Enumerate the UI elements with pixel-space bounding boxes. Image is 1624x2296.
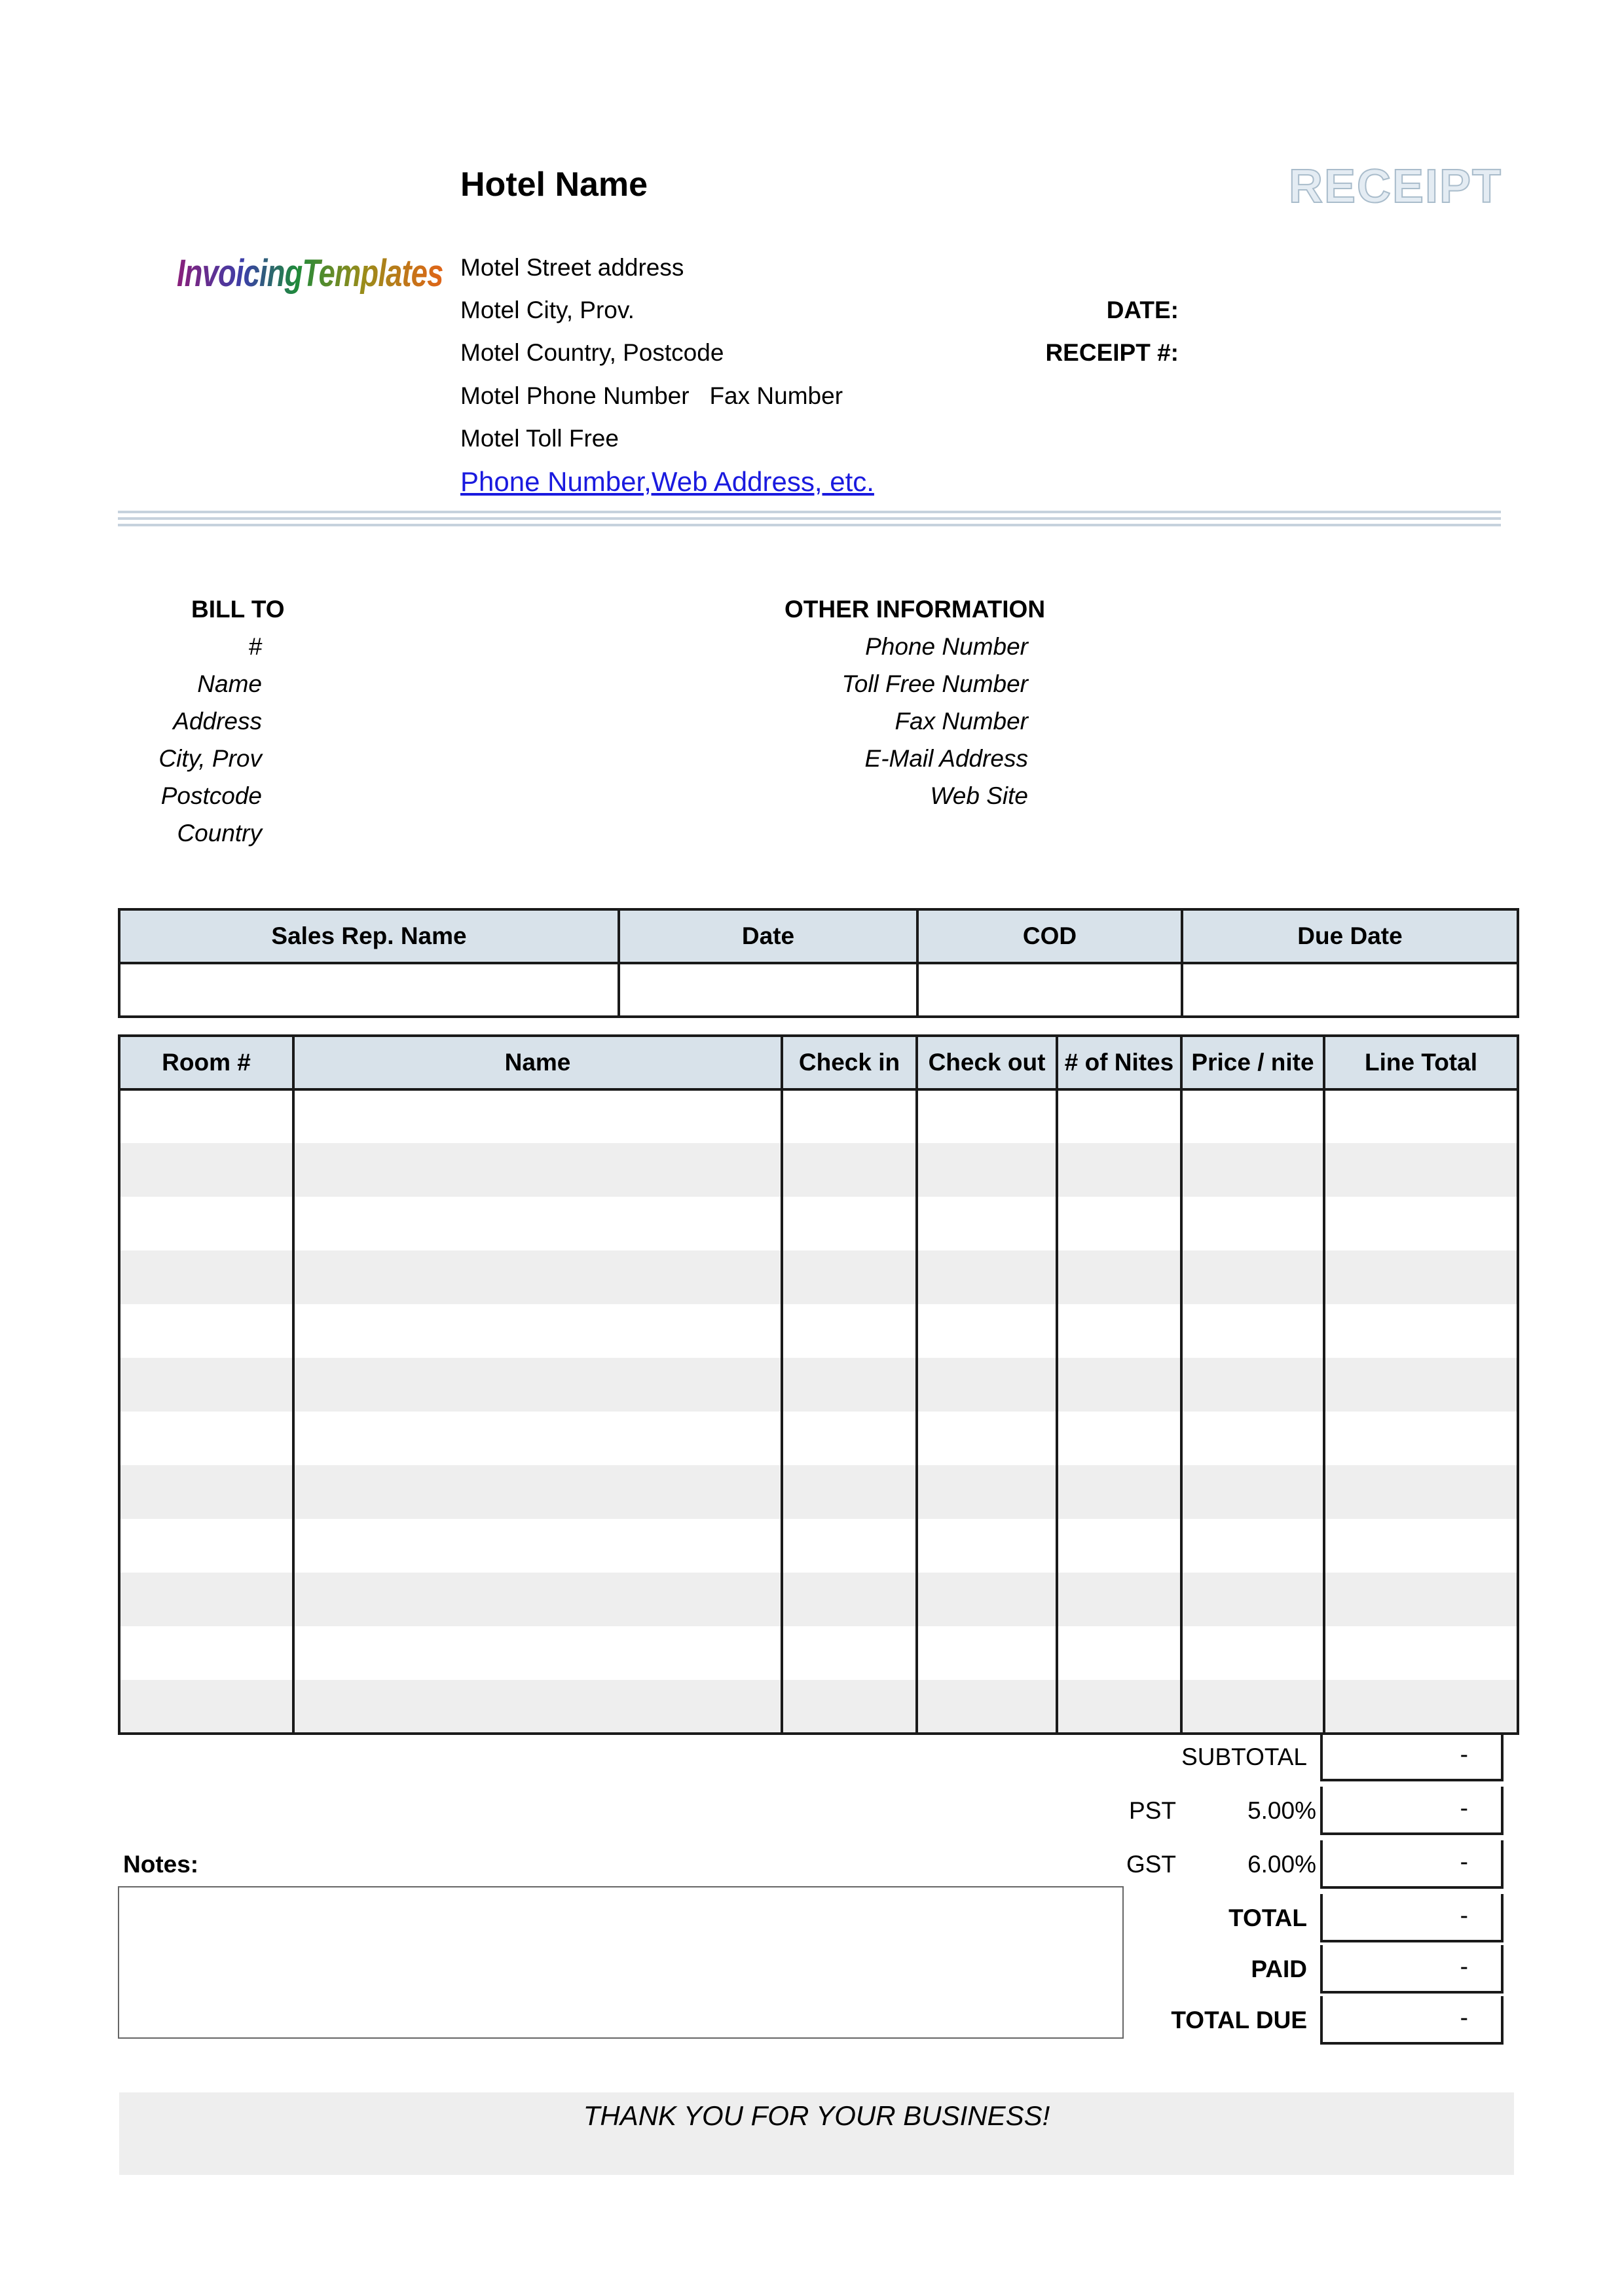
nites-cell[interactable] [1057,1573,1181,1626]
check-out-header: Check out [917,1036,1057,1089]
nites-cell[interactable] [1057,1465,1181,1519]
check-out-cell[interactable] [917,1626,1057,1680]
table-row [119,1143,1518,1197]
paid-label: PAID [1251,1956,1307,1982]
name-cell[interactable] [293,1143,782,1197]
room-cell[interactable] [119,1519,293,1573]
line-total-cell[interactable] [1324,1358,1518,1412]
room-cell[interactable] [119,1465,293,1519]
room-cell[interactable] [119,1680,293,1734]
line-total-header: Line Total [1324,1036,1518,1089]
room-cell[interactable] [119,1626,293,1680]
sales-rep-header: Sales Rep. Name [119,909,619,963]
logo-text: InvoicingTemplates [177,252,443,295]
name-cell[interactable] [293,1197,782,1250]
line-total-cell[interactable] [1324,1412,1518,1465]
check-in-cell[interactable] [782,1465,917,1519]
price-cell[interactable] [1181,1304,1324,1358]
line-total-cell[interactable] [1324,1573,1518,1626]
notes-label: Notes: [123,1851,199,1878]
nites-cell[interactable] [1057,1412,1181,1465]
other-info-tollfree-label: Toll Free Number [841,670,1028,697]
receipt-title: RECEIPT [1288,160,1502,213]
due-date-header: Due Date [1182,909,1518,963]
check-in-cell[interactable] [782,1680,917,1734]
name-cell[interactable] [293,1519,782,1573]
line-total-cell[interactable] [1324,1626,1518,1680]
table-row [119,1412,1518,1465]
other-info-heading: OTHER INFORMATION [784,596,1046,623]
line-total-cell[interactable] [1324,1680,1518,1734]
pst-rate: 5.00% [1247,1797,1316,1824]
price-cell[interactable] [1181,1089,1324,1143]
receipt-number-label: RECEIPT #: [1045,339,1179,366]
check-in-cell[interactable] [782,1304,917,1358]
room-cell[interactable] [119,1250,293,1304]
table-row [119,1250,1518,1304]
bill-to-postcode-label: Postcode [160,782,262,809]
table-row [119,1197,1518,1250]
total-due-label: TOTAL DUE [1171,2007,1307,2033]
thank-you-banner: THANK YOU FOR YOUR BUSINESS! [119,2092,1514,2175]
name-cell[interactable] [293,1250,782,1304]
other-info-website-label: Web Site [930,782,1028,809]
check-out-cell[interactable] [917,1573,1057,1626]
address-line-phone: Motel Phone Number Fax Number [460,382,843,409]
check-in-cell[interactable] [782,1358,917,1412]
check-out-cell[interactable] [917,1089,1057,1143]
address-line-country: Motel Country, Postcode [460,339,724,366]
check-out-cell[interactable] [917,1412,1057,1465]
address-line-tollfree: Motel Toll Free [460,425,619,452]
price-cell[interactable] [1181,1465,1324,1519]
cod-cell[interactable] [917,963,1182,1017]
price-cell[interactable] [1181,1197,1324,1250]
name-cell[interactable] [293,1358,782,1412]
other-info-fax-label: Fax Number [895,708,1028,735]
name-cell[interactable] [293,1680,782,1734]
due-date-cell[interactable] [1182,963,1518,1017]
other-info-phone-label: Phone Number [865,633,1028,660]
nites-cell[interactable] [1057,1680,1181,1734]
nites-cell[interactable] [1057,1250,1181,1304]
invoicing-templates-logo [177,246,452,319]
nites-cell[interactable] [1057,1089,1181,1143]
room-cell[interactable] [119,1412,293,1465]
date-label: DATE: [1106,297,1179,323]
total-label: TOTAL [1228,1904,1307,1931]
price-cell[interactable] [1181,1573,1324,1626]
nites-cell[interactable] [1057,1143,1181,1197]
date-cell[interactable] [619,963,917,1017]
price-cell[interactable] [1181,1626,1324,1680]
cod-header: COD [917,909,1182,963]
check-out-cell[interactable] [917,1143,1057,1197]
price-cell[interactable] [1181,1519,1324,1573]
price-cell[interactable] [1181,1250,1324,1304]
name-cell[interactable] [293,1465,782,1519]
notes-box[interactable] [118,1886,1124,2039]
pst-label: PST [1129,1797,1176,1824]
name-cell[interactable] [293,1626,782,1680]
line-total-cell[interactable] [1324,1197,1518,1250]
price-cell[interactable] [1181,1412,1324,1465]
check-in-header: Check in [782,1036,917,1089]
name-cell[interactable] [293,1412,782,1465]
line-total-cell[interactable] [1324,1143,1518,1197]
contact-link[interactable]: Phone Number,Web Address, etc. [460,466,874,497]
check-in-cell[interactable] [782,1197,917,1250]
sales-info-table [118,908,1519,1018]
header-divider [118,524,1501,526]
total-value: - [1320,1894,1504,1942]
check-out-cell[interactable] [917,1250,1057,1304]
table-row [119,1626,1518,1680]
header-divider [118,517,1501,520]
gst-value: - [1320,1840,1504,1889]
room-cell[interactable] [119,1304,293,1358]
nites-cell[interactable] [1057,1626,1181,1680]
other-info-email-label: E-Mail Address [864,745,1028,772]
nites-cell[interactable] [1057,1519,1181,1573]
nites-cell[interactable] [1057,1358,1181,1412]
bill-to-country-label: Country [177,820,262,847]
table-row [119,1680,1518,1734]
bill-to-number-label: # [248,633,262,660]
line-total-cell[interactable] [1324,1519,1518,1573]
table-row [119,1089,1518,1143]
gst-rate: 6.00% [1247,1851,1316,1878]
table-row [119,1519,1518,1573]
line-total-cell[interactable] [1324,1089,1518,1143]
header-divider [118,511,1501,513]
table-row [119,1358,1518,1412]
price-per-nite-header: Price / nite [1181,1036,1324,1089]
logo-graphic [177,246,452,311]
line-total-cell[interactable] [1324,1465,1518,1519]
check-out-cell[interactable] [917,1519,1057,1573]
room-cell[interactable] [119,1358,293,1412]
name-cell[interactable] [293,1573,782,1626]
check-out-cell[interactable] [917,1197,1057,1250]
date-header: Date [619,909,917,963]
price-cell[interactable] [1181,1143,1324,1197]
total-due-value: - [1320,1996,1504,2045]
name-cell[interactable] [293,1304,782,1358]
line-total-cell[interactable] [1324,1250,1518,1304]
table-row [119,1573,1518,1626]
nites-cell[interactable] [1057,1304,1181,1358]
check-in-cell[interactable] [782,1519,917,1573]
bill-to-name-label: Name [197,670,262,697]
hotel-name: Hotel Name [460,166,648,204]
sales-rep-cell[interactable] [119,963,619,1017]
bill-to-heading: BILL TO [191,596,285,623]
check-out-cell[interactable] [917,1358,1057,1412]
check-in-cell[interactable] [782,1250,917,1304]
check-out-cell[interactable] [917,1680,1057,1734]
room-cell[interactable] [119,1197,293,1250]
paid-value: - [1320,1945,1504,1994]
bill-to-address-label: Address [173,708,262,735]
nites-header: # of Nites [1057,1036,1181,1089]
name-cell[interactable] [293,1089,782,1143]
check-out-cell[interactable] [917,1304,1057,1358]
check-out-cell[interactable] [917,1465,1057,1519]
guest-name-header: Name [293,1036,782,1089]
room-items-table [118,1034,1519,1735]
check-in-cell[interactable] [782,1089,917,1143]
room-cell[interactable] [119,1573,293,1626]
price-cell[interactable] [1181,1358,1324,1412]
line-total-cell[interactable] [1324,1304,1518,1358]
pst-value: - [1320,1787,1504,1835]
room-cell[interactable] [119,1089,293,1143]
bill-to-city-label: City, Prov [158,745,262,772]
address-line-street: Motel Street address [460,254,684,281]
room-number-header: Room # [119,1036,293,1089]
check-in-cell[interactable] [782,1626,917,1680]
table-row [119,1465,1518,1519]
check-in-cell[interactable] [782,1143,917,1197]
address-line-city: Motel City, Prov. [460,297,635,323]
table-row [119,1304,1518,1358]
check-in-cell[interactable] [782,1412,917,1465]
nites-cell[interactable] [1057,1197,1181,1250]
subtotal-label: SUBTOTAL [1181,1743,1307,1770]
price-cell[interactable] [1181,1680,1324,1734]
check-in-cell[interactable] [782,1573,917,1626]
gst-label: GST [1126,1851,1176,1878]
room-cell[interactable] [119,1143,293,1197]
subtotal-value: - [1320,1733,1504,1781]
